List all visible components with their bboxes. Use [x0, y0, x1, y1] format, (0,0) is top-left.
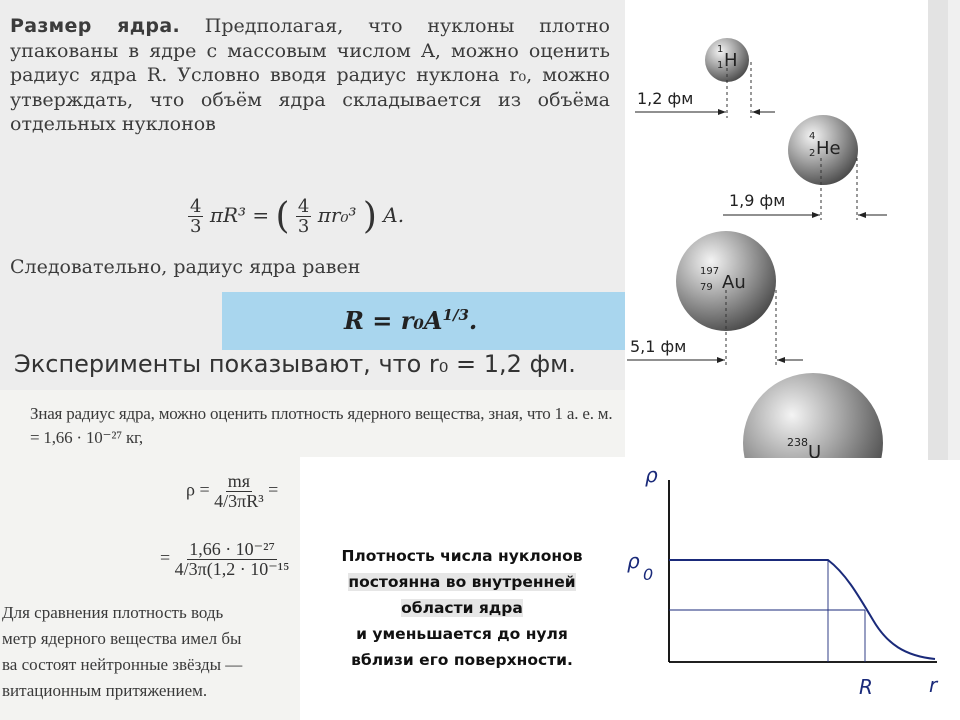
caption-line: Плотность числа нуклонов [341, 547, 583, 565]
helium-mass-number: 4 [809, 131, 816, 142]
comparison-line: ва состоят нейтронные звёзды — [2, 655, 243, 674]
hydrogen-mass-number: 1 [717, 44, 724, 55]
caption-line-highlighted: постоянна во внутренней [348, 573, 576, 591]
rho0-label: ρ [627, 549, 640, 573]
caption-line: и уменьшается до нуля [356, 625, 568, 643]
volume-formula [188, 196, 404, 237]
density-curve [669, 560, 935, 659]
density-fraction: $\frac{mя}{\text{4/3πR³}}$ [214, 471, 264, 511]
fraction-4-3: $\frac{4}{3}$ [190, 196, 202, 237]
density-formula: ρ = $\frac{mя}{\text{4/3πR³}}$ = [186, 471, 279, 511]
caption-line-highlighted: области ядра [401, 599, 523, 617]
comparison-line: метр ядерного вещества имел бы [2, 629, 242, 648]
formula-rhs: πr₀³ [317, 203, 357, 227]
nuclear-size-paragraph [10, 14, 610, 137]
radius-label: R [859, 675, 873, 699]
gold-symbol: Au [722, 272, 746, 293]
nucleus-hydrogen [635, 38, 775, 118]
density-caption [300, 543, 624, 673]
hydrogen-symbol: H [724, 50, 738, 71]
caption-line: вблизи его поверхности. [351, 651, 573, 669]
nucleus-gold [627, 231, 803, 368]
helium-atomic-number: 2 [809, 148, 816, 159]
close-paren: ) [362, 196, 377, 237]
comparison-line: Для сравнения плотность водь [2, 603, 224, 622]
helium-radius-label: 1,9 фм [729, 191, 786, 210]
hydrogen-radius-label: 1,2 фм [637, 89, 694, 108]
gold-mass-number: 197 [700, 266, 720, 277]
nuclei-size-illustration [625, 18, 928, 458]
comparison-paragraph [2, 600, 322, 704]
radius-formula: $R = r_0A^{1/3}$. [344, 306, 478, 335]
density-profile-graph [625, 458, 960, 720]
density-numeric-fraction: $\frac{\text{1,66 · 10⁻²⁷}}{\text{4/3π(1,2 · 10⁻¹⁵}}$ [174, 539, 290, 579]
formula-lhs: πR³ = [209, 203, 276, 227]
experiments-statement: Эксперименты показывают, что r₀ = 1,2 фм. [14, 350, 576, 378]
fraction-4-3-inner: $\frac{4}{3}$ [297, 196, 310, 237]
nucleus-uranium [743, 373, 883, 458]
uranium-symbol: U [808, 442, 822, 458]
radius-formula-box [222, 292, 625, 350]
open-paren: ( [275, 196, 290, 237]
paragraph-title: Размер ядра. [10, 15, 180, 37]
gold-radius-label: 5,1 фм [630, 337, 687, 356]
gold-atomic-number: 79 [700, 282, 713, 293]
uranium-mass-number: 238 [787, 436, 808, 449]
rho0-subscript: 0 [643, 565, 654, 584]
consequently-paragraph: Следовательно, радиус ядра равен [10, 256, 361, 278]
density-paragraph: Зная радиус ядра, можно оценить плотность ядерного вещества, зная, что 1 а. е. м. = 1,66 · 10⁻²⁷ кг, [30, 404, 613, 447]
caption-panel [300, 457, 660, 720]
hydrogen-atomic-number: 1 [717, 60, 724, 71]
right-edge-strip [928, 0, 960, 460]
nucleus-helium [723, 115, 887, 220]
density-formula-numeric: = $\frac{\text{1,66 · 10⁻²⁷}}{\text{4/3π(1,2 · 10⁻¹⁵}}$ [160, 539, 290, 579]
helium-symbol: He [816, 138, 841, 159]
y-axis-label: ρ [645, 463, 658, 487]
comparison-line: витационным притяжением. [2, 681, 208, 700]
paragraph-body: Предполагая, что нуклоны плотно упакованы в ядре с массовым числом A, можно оценить радиус ядра R. Условно вводя радиус нуклона r₀, можно утверждать, что объём ядра складывается из объёма отдельных нуклонов [10, 15, 610, 135]
formula-end: A. [383, 203, 405, 227]
x-axis-label: r [929, 673, 938, 697]
